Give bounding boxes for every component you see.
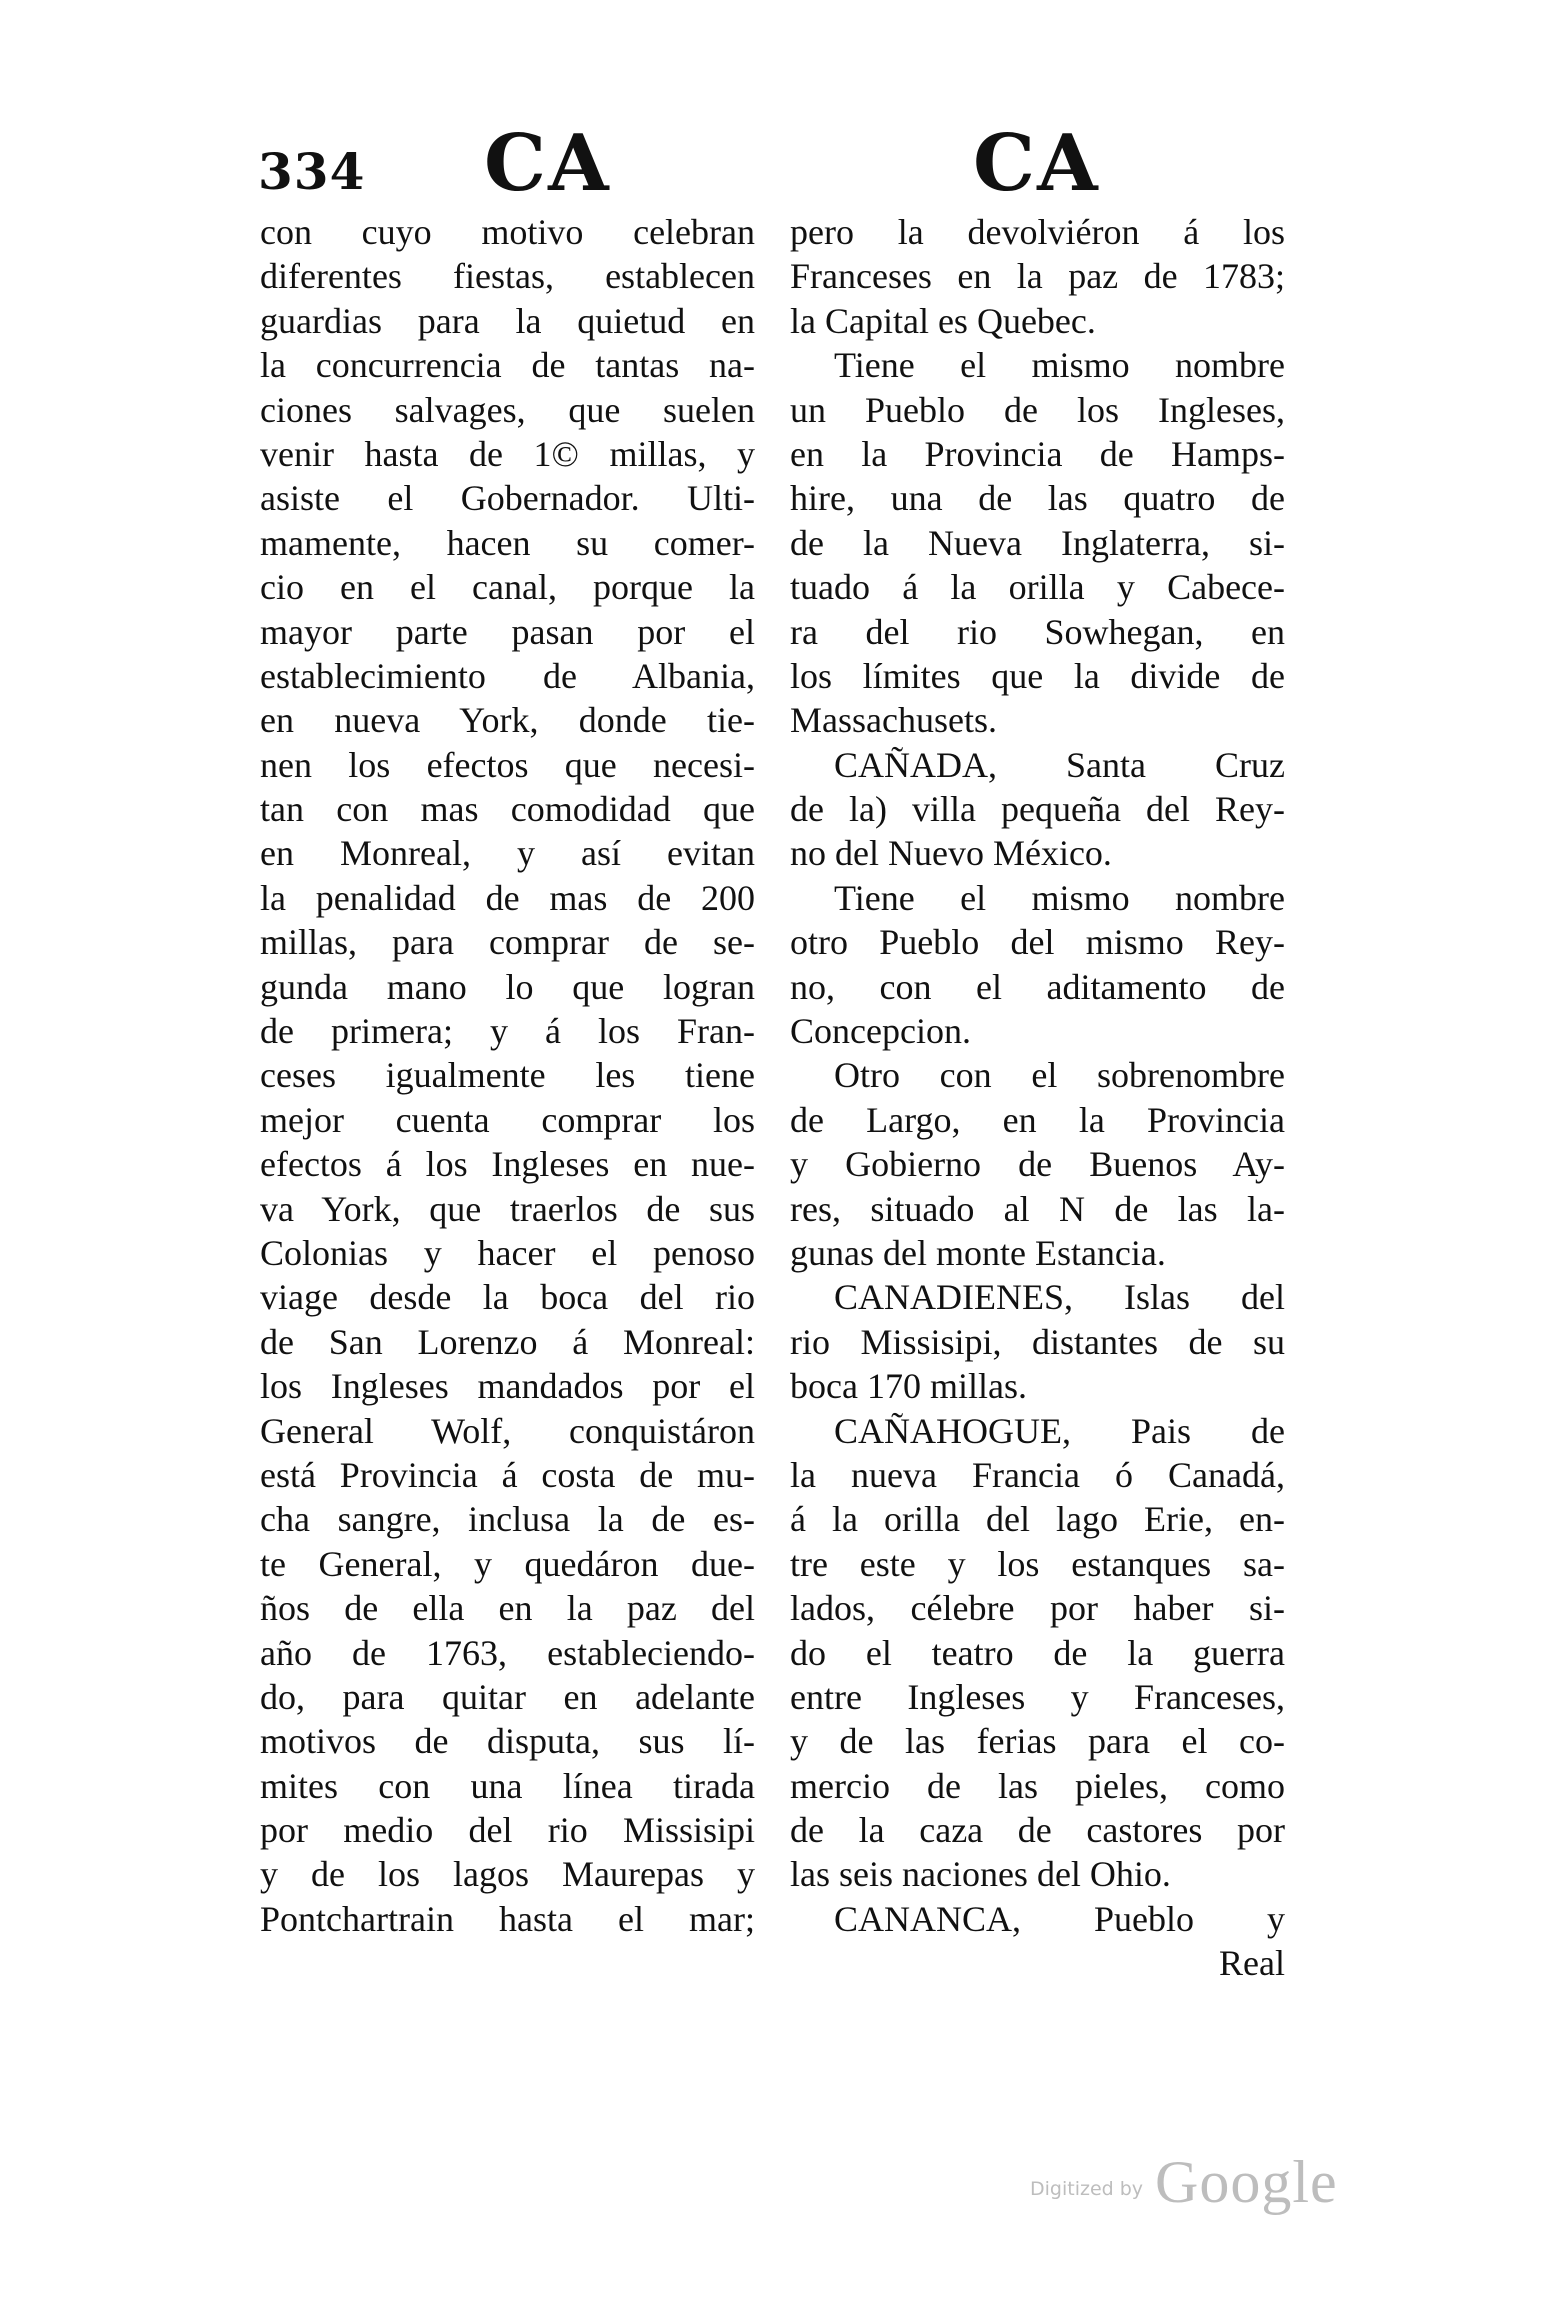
text-line: los Ingleses mandados por el [260, 1366, 755, 1407]
text-line: las seis naciones del Ohio. [790, 1854, 1171, 1895]
left-text-column [260, 210, 755, 1941]
text-line: rio Missisipi, distantes de su [790, 1321, 1285, 1362]
text-line: en Monreal, y así evitan [260, 833, 755, 874]
page-number: 334 [258, 142, 366, 201]
text-line: la Capital es Quebec. [790, 300, 1096, 341]
text-line: y de los lagos Maurepas y [260, 1854, 755, 1895]
text-line: viage desde la boca del rio [260, 1277, 755, 1318]
text-line: motivos de disputa, sus lí- [260, 1721, 755, 1762]
text-line: de la caza de castores por [790, 1810, 1285, 1851]
running-head-left: CA [484, 118, 611, 209]
text-line: de la) villa pequeña del Rey- [790, 789, 1285, 830]
text-line: está Provincia á costa de mu- [260, 1454, 755, 1495]
text-line: con cuyo motivo celebran [260, 212, 755, 252]
text-line: y de las ferias para el co- [790, 1721, 1285, 1762]
text-line: tan con mas comodidad que [260, 789, 755, 830]
text-line: Pontchartrain hasta el mar; [260, 1898, 755, 1939]
text-line: ra del rio Sowhegan, en [790, 611, 1285, 652]
text-line: de primera; y á los Fran- [260, 1011, 755, 1052]
text-line: do el teatro de la guerra [790, 1632, 1285, 1673]
text-line: guardias para la quietud en [260, 300, 755, 341]
text-line: boca 170 millas. [790, 1366, 1027, 1407]
text-line: la concurrencia de tantas na- [260, 345, 755, 386]
digitized-watermark [1030, 2148, 1370, 2218]
text-line: entre Ingleses y Franceses, [790, 1676, 1285, 1717]
text-line: mites con una línea tirada [260, 1765, 755, 1806]
text-line: efectos á los Ingleses en nue- [260, 1144, 755, 1185]
text-line: los límites que la divide de [790, 655, 1285, 696]
running-head-right: CA [973, 118, 1100, 209]
catchword: Real [1219, 1943, 1285, 1984]
text-line: de la Nueva Inglaterra, si- [790, 522, 1285, 563]
text-line: tuado á la orilla y Cabece- [790, 567, 1285, 608]
text-line: venir hasta de 1© millas, y [260, 433, 755, 474]
text-line: nen los efectos que necesi- [260, 744, 755, 785]
text-line: gunda mano lo que logran [260, 966, 755, 1007]
text-line: mamente, hacen su comer- [260, 522, 755, 563]
text-line: año de 1763, estableciendo- [260, 1632, 755, 1673]
text-line: cio en el canal, porque la [260, 567, 755, 608]
text-line: mejor cuenta comprar los [260, 1099, 755, 1140]
text-line: te General, y quedáron due- [260, 1543, 755, 1584]
text-line: otro Pueblo del mismo Rey- [790, 922, 1285, 963]
text-line: establecimiento de Albania, [260, 655, 755, 696]
paragraph-start: Tiene el mismo nombre [834, 345, 1285, 386]
text-line: en nueva York, donde tie- [260, 700, 755, 741]
text-line: cha sangre, inclusa la de es- [260, 1499, 755, 1540]
entry-heading-cananca: CANANCA, Pueblo y [834, 1898, 1285, 1939]
text-line: por medio del rio Missisipi [260, 1810, 755, 1851]
text-line: un Pueblo de los Ingleses, [790, 389, 1285, 430]
right-text-column [790, 210, 1285, 1986]
text-line: ños de ella en la paz del [260, 1588, 755, 1629]
text-line: millas, para comprar de se- [260, 922, 755, 963]
text-line: lados, célebre por haber si- [790, 1588, 1285, 1629]
text-line: ceses igualmente les tiene [260, 1055, 755, 1096]
text-line: de Largo, en la Provincia [790, 1099, 1285, 1140]
text-line: res, situado al N de las la- [790, 1188, 1285, 1229]
text-line: asiste el Gobernador. Ulti- [260, 478, 755, 519]
text-line: diferentes fiestas, establecen [260, 256, 755, 297]
google-logo: Google [1155, 2149, 1338, 2215]
text-line: Colonias y hacer el penoso [260, 1232, 755, 1273]
text-line: do, para quitar en adelante [260, 1676, 755, 1717]
text-line: no del Nuevo México. [790, 833, 1112, 874]
text-line: General Wolf, conquistáron [260, 1410, 755, 1451]
text-line: pero la devolviéron á los [790, 212, 1285, 252]
text-line: Concepcion. [790, 1011, 971, 1052]
text-line: Franceses en la paz de 1783; [790, 256, 1285, 297]
text-line: gunas del monte Estancia. [790, 1232, 1166, 1273]
text-line: no, con el aditamento de [790, 966, 1285, 1007]
text-line: Massachusets. [790, 700, 997, 741]
text-line: hire, una de las quatro de [790, 478, 1285, 519]
text-line: ciones salvages, que suelen [260, 389, 755, 430]
entry-heading-canada: CAÑADA, Santa Cruz [834, 744, 1285, 785]
entry-heading-canahogue: CAÑAHOGUE, Pais de [834, 1410, 1285, 1451]
paragraph-start: Tiene el mismo nombre [834, 877, 1285, 918]
text-line: mercio de las pieles, como [790, 1765, 1285, 1806]
text-line: va York, que traerlos de sus [260, 1188, 755, 1229]
watermark-prefix: Digitized by [1030, 2178, 1144, 2200]
paragraph-start: Otro con el sobrenombre [834, 1055, 1285, 1096]
text-line: mayor parte pasan por el [260, 611, 755, 652]
entry-heading-canadienes: CANADIENES, Islas del [834, 1277, 1285, 1318]
text-line: á la orilla del lago Erie, en- [790, 1499, 1285, 1540]
text-line: y Gobierno de Buenos Ay- [790, 1144, 1285, 1185]
text-line: tre este y los estanques sa- [790, 1543, 1285, 1584]
text-line: en la Provincia de Hamps- [790, 433, 1285, 474]
text-line: de San Lorenzo á Monreal: [260, 1321, 755, 1362]
text-line: la penalidad de mas de 200 [260, 877, 755, 918]
text-line: la nueva Francia ó Canadá, [790, 1454, 1285, 1495]
